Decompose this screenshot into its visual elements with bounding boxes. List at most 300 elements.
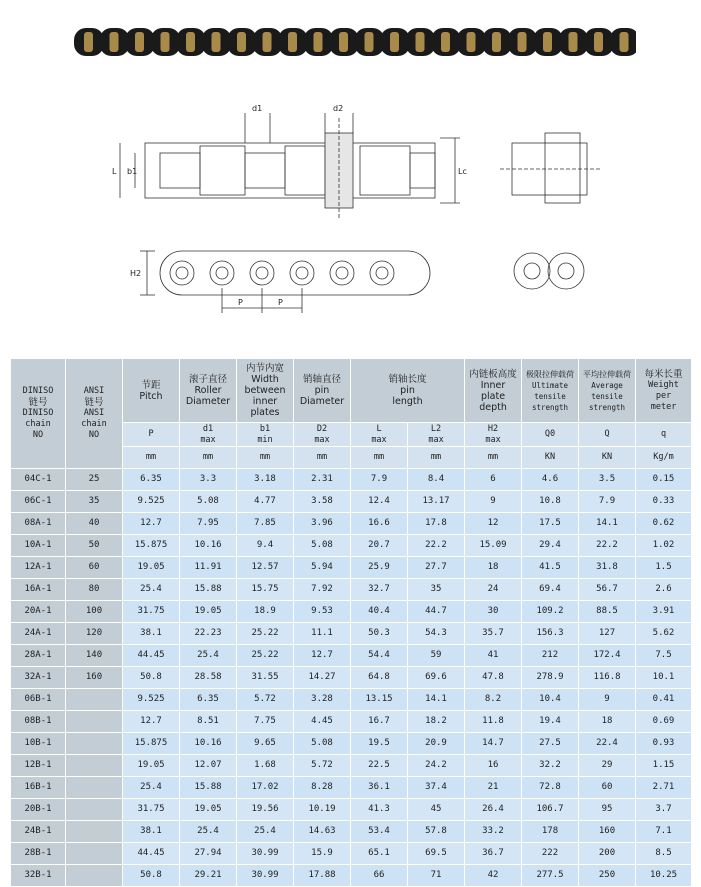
cell-value: 0.69	[636, 711, 692, 733]
cell-value: 5.62	[636, 623, 692, 645]
cell-value: 54.4	[351, 645, 408, 667]
cell-value: 15.75	[237, 579, 294, 601]
chain-roller	[339, 32, 348, 52]
cell-value: 25.9	[351, 557, 408, 579]
cell-value: 15.875	[123, 535, 180, 557]
sym-pitch: P	[123, 423, 180, 447]
cell-value: 88.5	[579, 601, 636, 623]
cell-value: 37.4	[408, 777, 465, 799]
cell-ansi: 140	[66, 645, 123, 667]
chain-roller	[441, 32, 450, 52]
cell-diniso: 28A-1	[11, 645, 66, 667]
cell-value: 19.5	[351, 733, 408, 755]
cell-diniso: 24B-1	[11, 821, 66, 843]
cell-value: 10.16	[180, 733, 237, 755]
cell-value: 19.4	[522, 711, 579, 733]
cell-value: 12	[465, 513, 522, 535]
sym-roller: d1 max	[180, 423, 237, 447]
cell-value: 40.4	[351, 601, 408, 623]
cell-value: 10.25	[636, 865, 692, 887]
cell-value: 3.58	[294, 491, 351, 513]
cell-value: 25.22	[237, 645, 294, 667]
cell-value: 31.75	[123, 799, 180, 821]
header-pin-length: 销轴长度 pin length	[351, 359, 465, 423]
cell-value: 8.4	[408, 469, 465, 491]
cell-value: 24	[465, 579, 522, 601]
cell-value: 15.875	[123, 733, 180, 755]
cell-value: 36.1	[351, 777, 408, 799]
label-p1: P	[238, 298, 243, 307]
cell-value: 57.8	[408, 821, 465, 843]
cell-value: 156.3	[522, 623, 579, 645]
cell-value: 172.4	[579, 645, 636, 667]
cell-value: 64.8	[351, 667, 408, 689]
cell-value: 10.4	[522, 689, 579, 711]
cell-value: 5.08	[180, 491, 237, 513]
cell-value: 27.94	[180, 843, 237, 865]
unit-pin-length-l2: mm	[408, 447, 465, 469]
cell-diniso: 04C-1	[11, 469, 66, 491]
cell-value: 72.8	[522, 777, 579, 799]
cell-value: 22.2	[408, 535, 465, 557]
cell-value: 21	[465, 777, 522, 799]
cell-ansi	[66, 865, 123, 887]
cell-diniso: 08A-1	[11, 513, 66, 535]
table-row	[11, 557, 692, 579]
cell-value: 53.4	[351, 821, 408, 843]
cell-value: 13.15	[351, 689, 408, 711]
cell-diniso: 06B-1	[11, 689, 66, 711]
cell-ansi	[66, 755, 123, 777]
cell-value: 25.22	[237, 623, 294, 645]
table-row	[11, 711, 692, 733]
unit-average: KN	[579, 447, 636, 469]
cell-value: 16.6	[351, 513, 408, 535]
header-average: 平均拉伸载荷 Average tensile strength	[579, 359, 636, 423]
chain-roller	[212, 32, 221, 52]
unit-inner-width: mm	[237, 447, 294, 469]
cell-value: 50.8	[123, 865, 180, 887]
cell-ansi: 80	[66, 579, 123, 601]
cell-value: 11.91	[180, 557, 237, 579]
cell-value: 54.3	[408, 623, 465, 645]
cell-ansi	[66, 799, 123, 821]
sym-plate-depth: H2 max	[465, 423, 522, 447]
cell-value: 56.7	[579, 579, 636, 601]
chain-roller	[161, 32, 170, 52]
table-row	[11, 843, 692, 865]
cell-value: 5.72	[237, 689, 294, 711]
cell-value: 12.7	[123, 711, 180, 733]
cell-diniso: 08B-1	[11, 711, 66, 733]
cell-value: 3.91	[636, 601, 692, 623]
cell-value: 38.1	[123, 821, 180, 843]
table-row	[11, 821, 692, 843]
cell-diniso: 20B-1	[11, 799, 66, 821]
unit-roller: mm	[180, 447, 237, 469]
label-lc: Lc	[458, 167, 467, 176]
chain-roller	[390, 32, 399, 52]
cell-value: 7.1	[636, 821, 692, 843]
cell-value: 5.08	[294, 733, 351, 755]
cell-ansi: 35	[66, 491, 123, 513]
cell-value: 69.5	[408, 843, 465, 865]
cell-value: 50.3	[351, 623, 408, 645]
cell-value: 2.31	[294, 469, 351, 491]
cell-ansi: 25	[66, 469, 123, 491]
table-row	[11, 579, 692, 601]
cell-value: 200	[579, 843, 636, 865]
cell-ansi: 160	[66, 667, 123, 689]
sym-pin-length-l2: L2 max	[408, 423, 465, 447]
chain-roller	[543, 32, 552, 52]
cell-value: 212	[522, 645, 579, 667]
cell-value: 9.525	[123, 491, 180, 513]
cell-value: 25.4	[180, 821, 237, 843]
header-ansi: ANSI 链号 ANSI chain NO	[66, 359, 123, 469]
cell-value: 0.33	[636, 491, 692, 513]
cell-value: 3.96	[294, 513, 351, 535]
cell-value: 1.5	[636, 557, 692, 579]
cell-value: 35	[408, 579, 465, 601]
cell-value: 8.5	[636, 843, 692, 865]
cell-value: 25.4	[237, 821, 294, 843]
cell-value: 22.4	[579, 733, 636, 755]
chain-roller	[467, 32, 476, 52]
label-d2: d2	[333, 104, 344, 113]
unit-weight: Kg/m	[636, 447, 692, 469]
label-p2: P	[278, 298, 283, 307]
cell-value: 0.62	[636, 513, 692, 535]
cell-value: 95	[579, 799, 636, 821]
cell-value: 31.55	[237, 667, 294, 689]
table-row	[11, 491, 692, 513]
chain-roller	[263, 32, 272, 52]
chain-roller	[237, 32, 246, 52]
cell-value: 24.2	[408, 755, 465, 777]
table-row	[11, 469, 692, 491]
cell-diniso: 10A-1	[11, 535, 66, 557]
table-row	[11, 513, 692, 535]
cell-value: 27.7	[408, 557, 465, 579]
cell-value: 29.4	[522, 535, 579, 557]
cell-value: 18.2	[408, 711, 465, 733]
cell-diniso: 32B-1	[11, 865, 66, 887]
cell-ansi: 60	[66, 557, 123, 579]
cell-diniso: 24A-1	[11, 623, 66, 645]
table-row	[11, 689, 692, 711]
cell-value: 30.99	[237, 843, 294, 865]
cell-value: 3.5	[579, 469, 636, 491]
cell-value: 8.51	[180, 711, 237, 733]
table-row	[11, 623, 692, 645]
cell-value: 250	[579, 865, 636, 887]
cell-value: 7.95	[180, 513, 237, 535]
chain-roller	[620, 32, 629, 52]
cell-diniso: 12A-1	[11, 557, 66, 579]
cell-value: 30.99	[237, 865, 294, 887]
cell-value: 29	[579, 755, 636, 777]
table-row	[11, 645, 692, 667]
chain-roller	[416, 32, 425, 52]
cell-value: 22.2	[579, 535, 636, 557]
cell-value: 29.21	[180, 865, 237, 887]
cell-value: 5.08	[294, 535, 351, 557]
cell-value: 66	[351, 865, 408, 887]
cell-ansi: 40	[66, 513, 123, 535]
cell-value: 38.1	[123, 623, 180, 645]
cell-ansi: 120	[66, 623, 123, 645]
sym-ultimate: Q0	[522, 423, 579, 447]
cell-value: 17.5	[522, 513, 579, 535]
cell-value: 9	[579, 689, 636, 711]
cell-value: 25.4	[180, 645, 237, 667]
cell-value: 7.9	[351, 469, 408, 491]
cell-value: 10.1	[636, 667, 692, 689]
chain-photo	[68, 18, 636, 66]
cell-value: 6.35	[123, 469, 180, 491]
cell-ansi: 50	[66, 535, 123, 557]
sym-pin-diameter: D2 max	[294, 423, 351, 447]
cell-value: 5.94	[294, 557, 351, 579]
cell-value: 14.1	[408, 689, 465, 711]
cell-value: 4.77	[237, 491, 294, 513]
cell-ansi	[66, 843, 123, 865]
cell-ansi: 100	[66, 601, 123, 623]
sym-inner-width: b1 min	[237, 423, 294, 447]
chain-roller	[492, 32, 501, 52]
cell-value: 15.09	[465, 535, 522, 557]
cell-value: 12.57	[237, 557, 294, 579]
cell-value: 12.07	[180, 755, 237, 777]
cell-value: 42	[465, 865, 522, 887]
cell-value: 5.72	[294, 755, 351, 777]
cell-value: 106.7	[522, 799, 579, 821]
cell-value: 17.88	[294, 865, 351, 887]
cell-ansi	[66, 821, 123, 843]
cell-value: 0.93	[636, 733, 692, 755]
cell-value: 33.2	[465, 821, 522, 843]
cell-value: 44.45	[123, 843, 180, 865]
cell-value: 18.9	[237, 601, 294, 623]
unit-ultimate: KN	[522, 447, 579, 469]
unit-plate-depth: mm	[465, 447, 522, 469]
cell-value: 31.75	[123, 601, 180, 623]
cell-value: 9.525	[123, 689, 180, 711]
cell-value: 2.71	[636, 777, 692, 799]
cell-value: 18	[579, 711, 636, 733]
table-row	[11, 865, 692, 887]
table-row	[11, 667, 692, 689]
cell-value: 10.8	[522, 491, 579, 513]
cell-value: 4.6	[522, 469, 579, 491]
cell-diniso: 10B-1	[11, 733, 66, 755]
chain-roller	[518, 32, 527, 52]
cell-value: 60	[579, 777, 636, 799]
cell-value: 14.7	[465, 733, 522, 755]
cell-value: 44.7	[408, 601, 465, 623]
sym-average: Q	[579, 423, 636, 447]
cell-diniso: 20A-1	[11, 601, 66, 623]
chain-roller	[135, 32, 144, 52]
cell-value: 7.92	[294, 579, 351, 601]
cell-value: 36.7	[465, 843, 522, 865]
sym-weight: q	[636, 423, 692, 447]
table-row	[11, 799, 692, 821]
unit-pitch: mm	[123, 447, 180, 469]
cell-value: 10.19	[294, 799, 351, 821]
header-diniso: DINISO 链号 DINISO chain NO	[11, 359, 66, 469]
cell-value: 10.16	[180, 535, 237, 557]
cell-value: 65.1	[351, 843, 408, 865]
cell-value: 19.05	[180, 601, 237, 623]
cell-value: 9.65	[237, 733, 294, 755]
cell-diniso: 16B-1	[11, 777, 66, 799]
cell-value: 19.05	[180, 799, 237, 821]
cell-value: 3.7	[636, 799, 692, 821]
cell-ansi	[66, 777, 123, 799]
cell-value: 7.85	[237, 513, 294, 535]
cell-value: 7.9	[579, 491, 636, 513]
cell-value: 22.23	[180, 623, 237, 645]
table-row	[11, 777, 692, 799]
cell-value: 127	[579, 623, 636, 645]
label-h2: H2	[130, 269, 142, 278]
cell-value: 28.58	[180, 667, 237, 689]
cell-value: 6.35	[180, 689, 237, 711]
cell-value: 11.1	[294, 623, 351, 645]
cell-value: 31.8	[579, 557, 636, 579]
cell-value: 41.5	[522, 557, 579, 579]
table-row	[11, 535, 692, 557]
cell-value: 47.8	[465, 667, 522, 689]
header-roller: 滚子直径 Roller Diameter	[180, 359, 237, 423]
header-pin-diameter: 销轴直径 pin Diameter	[294, 359, 351, 423]
cell-value: 1.02	[636, 535, 692, 557]
cell-value: 14.1	[579, 513, 636, 535]
cell-diniso: 16A-1	[11, 579, 66, 601]
cell-value: 8.28	[294, 777, 351, 799]
cell-value: 14.63	[294, 821, 351, 843]
cell-value: 71	[408, 865, 465, 887]
technical-drawings	[0, 88, 701, 328]
cell-value: 50.8	[123, 667, 180, 689]
cell-value: 9.53	[294, 601, 351, 623]
cell-value: 6	[465, 469, 522, 491]
label-d1: d1	[252, 104, 263, 113]
header-plate-depth: 内链板高度 Inner plate depth	[465, 359, 522, 423]
cell-diniso: 12B-1	[11, 755, 66, 777]
cell-value: 69.6	[408, 667, 465, 689]
cell-value: 11.8	[465, 711, 522, 733]
cell-value: 116.8	[579, 667, 636, 689]
cell-value: 15.9	[294, 843, 351, 865]
cell-value: 17.02	[237, 777, 294, 799]
cell-value: 41.3	[351, 799, 408, 821]
cell-diniso: 06C-1	[11, 491, 66, 513]
cell-value: 22.5	[351, 755, 408, 777]
cell-value: 3.28	[294, 689, 351, 711]
chain-spec-table	[10, 358, 692, 887]
cell-value: 19.56	[237, 799, 294, 821]
cell-value: 0.15	[636, 469, 692, 491]
header-weight: 每米长重 Weight per meter	[636, 359, 692, 423]
cell-value: 19.05	[123, 557, 180, 579]
cell-diniso: 28B-1	[11, 843, 66, 865]
cell-value: 59	[408, 645, 465, 667]
cell-value: 45	[408, 799, 465, 821]
chain-roller	[594, 32, 603, 52]
cell-value: 3.3	[180, 469, 237, 491]
cell-value: 25.4	[123, 579, 180, 601]
cell-value: 25.4	[123, 777, 180, 799]
cell-value: 15.88	[180, 579, 237, 601]
cell-value: 16	[465, 755, 522, 777]
unit-pin-length-l: mm	[351, 447, 408, 469]
cell-value: 9.4	[237, 535, 294, 557]
cell-value: 32.7	[351, 579, 408, 601]
table-row	[11, 733, 692, 755]
cell-value: 19.05	[123, 755, 180, 777]
cell-value: 27.5	[522, 733, 579, 755]
table-row	[11, 601, 692, 623]
cell-value: 12.7	[294, 645, 351, 667]
cell-value: 26.4	[465, 799, 522, 821]
cell-value: 3.18	[237, 469, 294, 491]
label-b1: b1	[127, 167, 138, 176]
cell-value: 12.7	[123, 513, 180, 535]
cell-value: 20.9	[408, 733, 465, 755]
chain-roller	[288, 32, 297, 52]
header-ultimate: 极限拉伸载荷 Ultimate tensile strength	[522, 359, 579, 423]
cell-value: 30	[465, 601, 522, 623]
cell-value: 69.4	[522, 579, 579, 601]
cell-value: 7.5	[636, 645, 692, 667]
cell-ansi	[66, 733, 123, 755]
cell-value: 7.75	[237, 711, 294, 733]
cell-value: 35.7	[465, 623, 522, 645]
cell-value: 15.88	[180, 777, 237, 799]
cell-value: 178	[522, 821, 579, 843]
cell-value: 20.7	[351, 535, 408, 557]
cell-value: 14.27	[294, 667, 351, 689]
table-body	[11, 469, 692, 887]
cell-ansi	[66, 711, 123, 733]
chain-roller	[110, 32, 119, 52]
cell-value: 160	[579, 821, 636, 843]
chain-roller	[314, 32, 323, 52]
chain-roller	[186, 32, 195, 52]
cell-value: 2.6	[636, 579, 692, 601]
cell-value: 17.8	[408, 513, 465, 535]
cell-value: 1.15	[636, 755, 692, 777]
cell-value: 44.45	[123, 645, 180, 667]
table-row	[11, 755, 692, 777]
cell-value: 12.4	[351, 491, 408, 513]
unit-pin-diameter: mm	[294, 447, 351, 469]
cell-diniso: 32A-1	[11, 667, 66, 689]
header-inner-width: 内节内宽 Width between inner plates	[237, 359, 294, 423]
cell-value: 18	[465, 557, 522, 579]
cell-value: 41	[465, 645, 522, 667]
cell-value: 9	[465, 491, 522, 513]
cell-value: 13.17	[408, 491, 465, 513]
chain-roller	[84, 32, 93, 52]
sym-pin-length-l: L max	[351, 423, 408, 447]
cell-value: 0.41	[636, 689, 692, 711]
cell-ansi	[66, 689, 123, 711]
cell-value: 277.5	[522, 865, 579, 887]
